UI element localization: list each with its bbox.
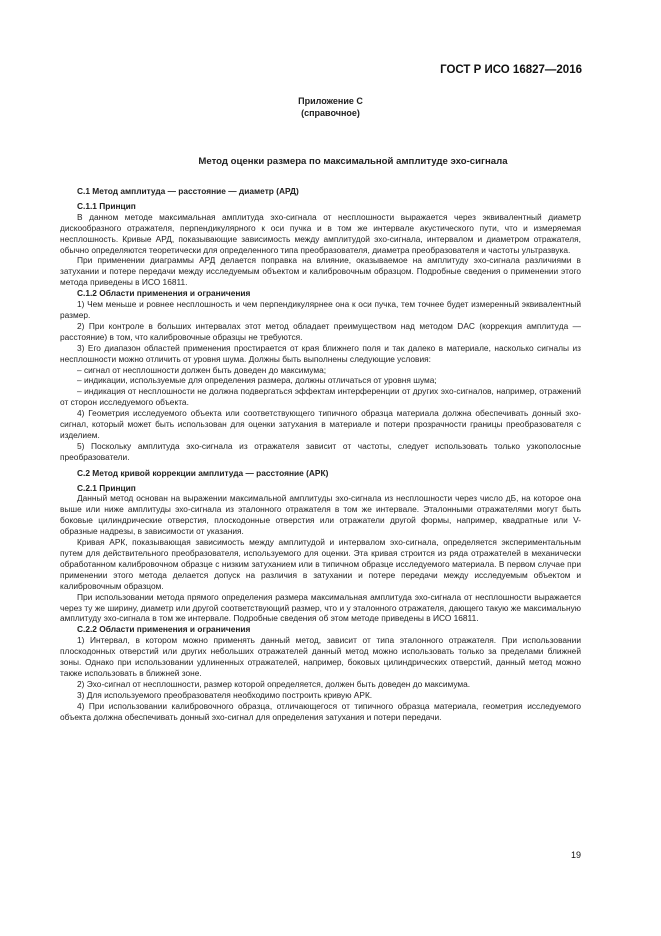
appendix-heading [0,95,661,119]
paragraph: Кривая АРК, показывающая зависимость между амплитудой и интервалом эхо-сигнала, определяется экспериментальным путем для действительного преобразователя, используемого для оценки. Эта кривая строится из ряда отражателей в механически обработанном калибровочном образце с низким затуханием или в типичном образце исследуемого материала. В первом случае при применении этого метода делается допуск на различия в затухании и потере передачи между исследуемым объектом и калибровочным образцом. [60,537,581,591]
list-item: 3) Его диапазон областей применения простирается от края ближнего поля и так далеко в материале, насколько сигналы из несплошности можно отличить от уровня шума. Должны быть выполнены следующие условия: [60,342,581,364]
list-item: 2) При контроле в больших интервалах этот метод обладает преимуществом над методом DAC (коррекция амплитуда — расстояние) в том, что калибровочные образцы не требуются. [60,320,581,342]
bullet-item: – сигнал от несплошности должен быть доведен до максимума; [77,364,327,375]
subsection-heading-c21: С.2.1 Принцип [77,482,136,493]
bullet-item: – индикация от несплошности не должна подвергаться эффектам интерференции от других эхо-сигналов, например, отражений от сторон исследуемого объекта. [60,386,581,408]
appendix-subtitle: (справочное) [301,108,360,118]
list-item: 4) Геометрия исследуемого объекта или соответствующего типичного образца материала должна обеспечивать донный эхо-сигнал, который может быть использован для оценки затухания в материале и потери прозрачности границы преобразователя с изделием. [60,408,581,440]
bullet-item: – индикации, используемые для определения размера, должны отличаться от уровня шума; [77,375,437,386]
list-item: 5) Поскольку амплитуда эхо-сигнала из отражателя зависит от частоты, следует использовать только узкополосные преобразователи. [60,440,581,462]
section-heading-c2: С.2 Метод кривой коррекции амплитуда — расстояние (АРК) [77,467,329,478]
page-number: 19 [570,850,581,860]
list-item: 1) Интервал, в котором можно применять данный метод, зависит от типа эталонного отражателя. При использовании плоскодонных отверстий или других небольших отражателей данный метод можно использовать только за пределами ближней зоны. Однако при использовании удлиненных отражателей, например, боковых цилиндрических отверстий, данный метод можно также использовать в ближней зоне. [60,635,581,678]
standard-header: ГОСТ Р ИСО 16827—2016 [440,64,582,76]
list-item: 3) Для используемого преобразователя необходимо построить кривую АРК. [77,689,373,700]
subsection-heading-c11: С.1.1 Принцип [77,200,136,211]
paragraph: Данный метод основан на выражении максимальной амплитуды эхо-сигнала из несплошности через число дБ, на которое она выше или ниже амплитуды эхо-сигнала из эталонного отражателя в том же интервале. Эталонными отражателями могут быть боковые цилиндрические отверстия, плоскодонные отверстия или отражатели другой формы, например, квадратные или V-образные надрезы, в зависимости от указания. [60,493,581,537]
document-body [60,186,581,723]
appendix-title: Приложение С [298,96,363,106]
paragraph: При использовании метода прямого определения размера максимальная амплитуда эхо-сигнала от несплошности выражается через ту же ширину, диаметр или другой соответствующий размер, что и у эталонного отражателя, дающего такую же максимальную амплитуду эхо-сигнала в том же интервале. Подробные сведения об этом методе приведены в ИСО 16811. [60,591,581,624]
list-item: 4) При использовании калибровочного образца, отличающегося от типичного образца материала, геометрия исследуемого объекта должна обеспечивать донный эхо-сигнал для определения затухания и потери передачи. [60,700,581,722]
subsection-heading-c12: С.1.2 Области применения и ограничения [77,288,251,299]
paragraph: В данном методе максимальная амплитуда эхо-сигнала от несплошности выражается через эквивалентный диаметр дискообразного отражателя, перпендикулярного к оси пучка и в том же интервале акустического пути, что и измеряемая несплошность. Кривые АРД, показывающие зависимость между амплитудой эхо-сигнала, интервалом и диаметром отражателя, обычно определяются теоретически для определенного типа преобразователя, диаметра преобразователя и частоты ультразвука. [60,211,581,255]
subsection-heading-c22: С.2.2 Области применения и ограничения [77,624,251,635]
paragraph: При применении диаграммы АРД делается поправка на влияние, оказываемое на амплитуду эхо-сигнала различиями в затухании и потере передачи между исследуемым объектом и калибровочным образцом. Подробные сведения о применении этого метода приведены в ИСО 16811. [60,255,581,288]
list-item: 2) Эхо-сигнал от несплошности, размер которой определяется, должен быть доведен до максимума. [77,678,471,689]
list-item: 1) Чем меньше и ровнее несплошность и чем перпендикулярнее она к оси пучка, тем точнее будет измеренный эквивалентный размер. [60,299,581,320]
section-heading-c1: С.1 Метод амплитуда — расстояние — диаметр (АРД) [77,186,299,196]
document-title: Метод оценки размера по максимальной амплитуде эхо-сигнала [198,156,508,167]
